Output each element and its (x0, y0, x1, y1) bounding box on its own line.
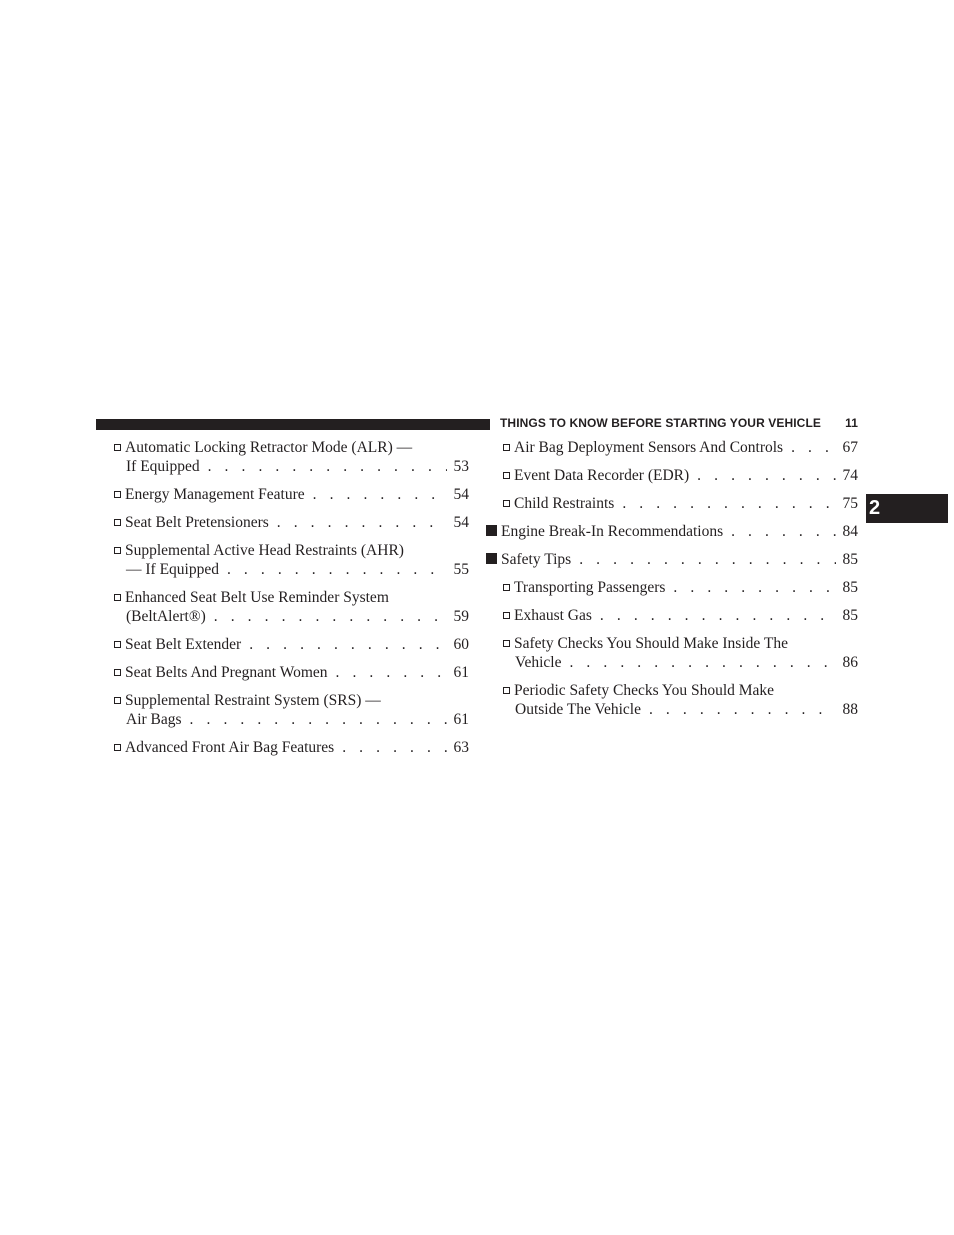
toc-entry-page: 88 (842, 701, 858, 718)
toc-entry-page: 53 (453, 458, 469, 475)
toc-entry[interactable] (114, 738, 469, 757)
toc-entry-line (486, 550, 858, 569)
dot-leader (342, 738, 447, 757)
toc-entry-title: Seat Belt Extender (125, 636, 242, 653)
toc-entry-line (486, 606, 858, 625)
toc-entry[interactable] (486, 634, 858, 672)
toc-right-column (486, 438, 858, 728)
toc-entry-page: 75 (842, 495, 858, 512)
toc-entry-title: Automatic Locking Retractor Mode (ALR) — (125, 439, 413, 456)
toc-entry[interactable] (486, 578, 858, 597)
toc-entry-line (114, 635, 469, 654)
dot-leader (227, 560, 447, 579)
dot-leader (249, 635, 447, 654)
toc-entry-page: 60 (453, 636, 469, 653)
hollow-square-bullet-icon (114, 547, 121, 554)
header-rule (96, 419, 490, 430)
dot-leader (600, 606, 836, 625)
toc-entry-page: 61 (453, 711, 469, 728)
dot-leader (569, 653, 836, 672)
dot-leader (190, 710, 447, 729)
toc-entry[interactable] (486, 466, 858, 485)
toc-entry-line (114, 588, 469, 607)
hollow-square-bullet-icon (503, 500, 510, 507)
toc-entry[interactable] (486, 606, 858, 625)
hollow-square-bullet-icon (114, 641, 121, 648)
toc-entry-title: Child Restraints (514, 495, 615, 512)
toc-entry-line (114, 457, 469, 476)
dot-leader (277, 513, 447, 532)
hollow-square-bullet-icon (114, 444, 121, 451)
dot-leader (791, 438, 836, 457)
hollow-square-bullet-icon (503, 584, 510, 591)
dot-leader (649, 700, 836, 719)
page-number: 11 (845, 416, 858, 430)
toc-entry[interactable] (114, 691, 469, 729)
toc-entry-page: 84 (842, 523, 858, 540)
toc-entry-line (114, 485, 469, 504)
toc-entry-title: Safety Checks You Should Make Inside The (514, 635, 788, 652)
hollow-square-bullet-icon (114, 744, 121, 751)
toc-entry[interactable] (114, 663, 469, 682)
toc-entry-page: 74 (842, 467, 858, 484)
toc-entry-line (114, 710, 469, 729)
toc-entry-page: 54 (453, 514, 469, 531)
toc-entry-line (114, 738, 469, 757)
hollow-square-bullet-icon (114, 669, 121, 676)
toc-entry-page: 86 (842, 654, 858, 671)
toc-entry-page: 85 (842, 607, 858, 624)
toc-entry-line (114, 607, 469, 626)
toc-entry-line (114, 541, 469, 560)
hollow-square-bullet-icon (114, 491, 121, 498)
toc-entry-page: 59 (453, 608, 469, 625)
toc-entry-line (114, 663, 469, 682)
filled-square-bullet-icon (486, 525, 497, 536)
toc-entry-line (486, 681, 858, 700)
hollow-square-bullet-icon (503, 444, 510, 451)
dot-leader (579, 550, 836, 569)
toc-entry-line (114, 691, 469, 710)
toc-entry-title: Periodic Safety Checks You Should Make (514, 682, 775, 699)
hollow-square-bullet-icon (503, 640, 510, 647)
toc-entry-page: 85 (842, 551, 858, 568)
dot-leader (673, 578, 836, 597)
toc-entry-title: Outside The Vehicle (515, 701, 641, 718)
hollow-square-bullet-icon (114, 697, 121, 704)
dot-leader (622, 494, 836, 513)
toc-entry-line (486, 494, 858, 513)
toc-entry-line (114, 438, 469, 457)
hollow-square-bullet-icon (503, 687, 510, 694)
toc-entry-title: Supplemental Active Head Restraints (AHR) (125, 542, 404, 559)
toc-entry-page: 55 (453, 561, 469, 578)
toc-entry-page: 85 (842, 579, 858, 596)
toc-entry[interactable] (114, 438, 469, 476)
toc-entry-line (486, 438, 858, 457)
toc-entry-title: If Equipped (126, 458, 200, 475)
chapter-tab[interactable]: 2 (866, 494, 948, 523)
hollow-square-bullet-icon (114, 594, 121, 601)
toc-entry-title: (BeltAlert®) (126, 608, 206, 625)
dot-leader (336, 663, 447, 682)
toc-entry[interactable] (114, 635, 469, 654)
toc-entry-line (486, 653, 858, 672)
toc-entry[interactable] (114, 513, 469, 532)
dot-leader (214, 607, 447, 626)
toc-entry-title: Supplemental Restraint System (SRS) — (125, 692, 381, 709)
toc-entry-page: 54 (453, 486, 469, 503)
toc-entry[interactable] (486, 522, 858, 541)
toc-entry-line (486, 522, 858, 541)
toc-entry-title: Event Data Recorder (EDR) (514, 467, 690, 484)
toc-entry-line (486, 700, 858, 719)
toc-entry-line (486, 578, 858, 597)
toc-entry[interactable] (114, 588, 469, 626)
hollow-square-bullet-icon (503, 472, 510, 479)
toc-entry-title: Air Bag Deployment Sensors And Controls (514, 439, 784, 456)
section-title: THINGS TO KNOW BEFORE STARTING YOUR VEHICLE (500, 416, 821, 430)
toc-entry-line (114, 513, 469, 532)
toc-entry[interactable] (114, 485, 469, 504)
toc-entry-page: 67 (842, 439, 858, 456)
toc-entry-title: Exhaust Gas (514, 607, 592, 624)
toc-entry-title: Seat Belt Pretensioners (125, 514, 269, 531)
toc-entry-title: Transporting Passengers (514, 579, 666, 596)
toc-entry-line (486, 634, 858, 653)
toc-left-column (114, 438, 469, 766)
toc-entry[interactable] (486, 438, 858, 457)
toc-entry-title: — If Equipped (126, 561, 219, 578)
toc-entry-title: Air Bags (126, 711, 182, 728)
toc-entry-page: 61 (453, 664, 469, 681)
hollow-square-bullet-icon (503, 612, 510, 619)
toc-entry-title: Advanced Front Air Bag Features (125, 739, 335, 756)
toc-entry[interactable] (486, 494, 858, 513)
toc-entry-title: Safety Tips (501, 551, 572, 568)
toc-entry[interactable] (114, 541, 469, 579)
running-header (500, 416, 858, 430)
toc-entry[interactable] (486, 550, 858, 569)
hollow-square-bullet-icon (114, 519, 121, 526)
toc-entry-title: Engine Break-In Recommendations (501, 523, 724, 540)
dot-leader (697, 466, 836, 485)
dot-leader (208, 457, 447, 476)
toc-entry[interactable] (486, 681, 858, 719)
toc-entry-title: Vehicle (515, 654, 562, 671)
dot-leader (731, 522, 836, 541)
toc-entry-title: Energy Management Feature (125, 486, 305, 503)
filled-square-bullet-icon (486, 553, 497, 564)
toc-entry-title: Seat Belts And Pregnant Women (125, 664, 328, 681)
toc-entry-line (114, 560, 469, 579)
dot-leader (313, 485, 447, 504)
toc-entry-page: 63 (453, 739, 469, 756)
toc-entry-title: Enhanced Seat Belt Use Reminder System (125, 589, 389, 606)
toc-entry-line (486, 466, 858, 485)
